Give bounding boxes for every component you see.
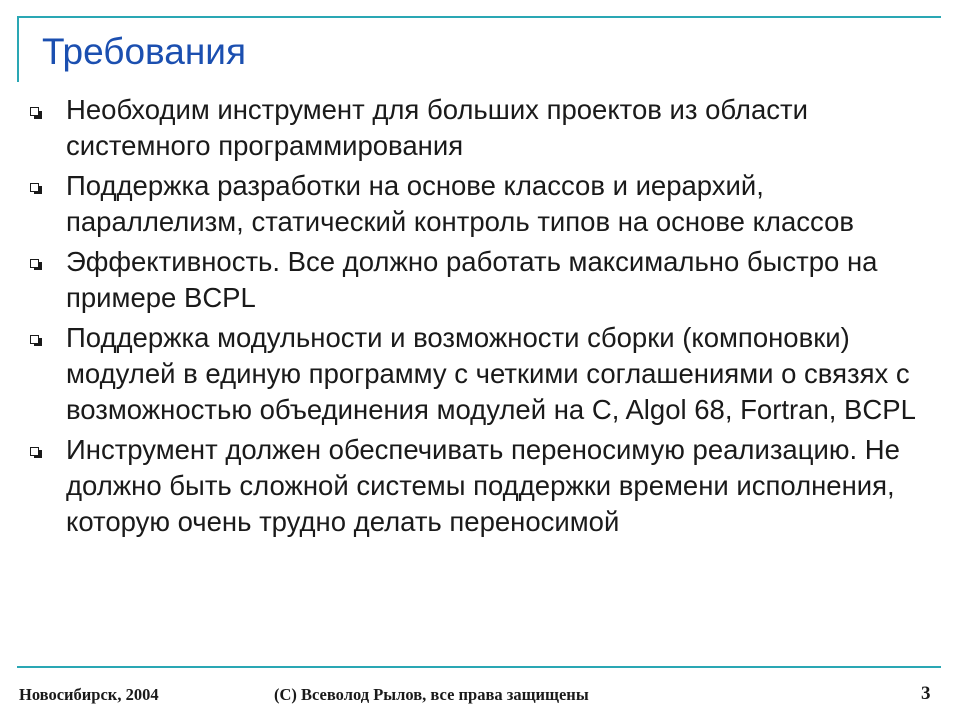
square-bullet-icon <box>30 183 39 192</box>
bullet-item <box>30 244 930 316</box>
square-bullet-icon <box>30 335 39 344</box>
bullet-item <box>30 432 930 541</box>
slide-title: Требования <box>42 31 246 72</box>
bullet-text: Необходим инструмент для больших проектов из области системного программирования <box>66 94 808 162</box>
square-bullet-icon <box>30 447 39 456</box>
frame-top-rule <box>17 16 941 18</box>
frame-left-rule <box>17 16 19 82</box>
bullet-item <box>30 168 930 240</box>
footer-copyright: (C) Всеволод Рылов, все права защищены <box>274 685 589 704</box>
bullet-text: Поддержка разработки на основе классов и иерархий, параллелизм, статический контроль типов на основе классов <box>66 169 854 238</box>
bullet-item <box>30 320 930 429</box>
footer-location-date: Новосибирск, 2004 <box>19 685 159 704</box>
bullet-item <box>30 92 930 164</box>
square-bullet-icon <box>30 259 39 268</box>
square-bullet-icon <box>30 107 39 116</box>
page-number: 3 <box>921 683 931 704</box>
bullet-text: Поддержка модульности и возможности сборки (компоновки) модулей в единую программу с четкими соглашениями о связях с возможностью объединения модулей на C, Algol 68, Fortran, BCPL <box>66 321 916 426</box>
footer-rule <box>17 666 941 668</box>
bullet-text: Инструмент должен обеспечивать переносимую реализацию. Не должно быть сложной системы поддержки времени исполнения, которую очень трудно делать переносимой <box>66 433 900 538</box>
bullet-text: Эффективность. Все должно работать максимально быстро на примере BCPL <box>66 245 878 314</box>
bullet-list <box>30 92 930 544</box>
